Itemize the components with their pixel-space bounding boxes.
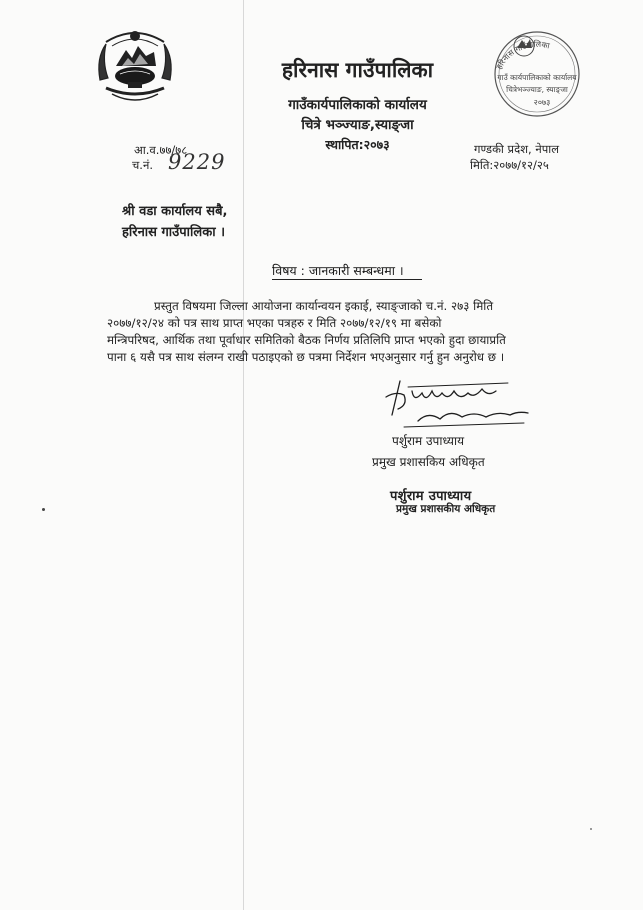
municipality-title: हरिनास गाउँपालिका <box>281 58 434 82</box>
office-name: गाउँकार्यपालिकाको कार्यालय <box>288 97 427 113</box>
scan-speck <box>42 508 45 511</box>
seal-text-middle: गाउँ कार्यपालिकाको कार्यालय <box>497 73 577 82</box>
stamp-name: पर्शुराम उपाध्याय <box>390 489 472 504</box>
seal-text-bottom: चित्रेभञ्ज्याङ, स्याङ्जा <box>506 85 568 94</box>
office-address: चित्रे भञ्ज्याङ,स्याङ्जा <box>301 117 414 133</box>
stamp-title: प्रमुख प्रशासकीय अधिकृत <box>396 503 496 515</box>
signatory-name: पर्शुराम उपाध्याय <box>392 434 465 448</box>
ref-number-label: च.नं. <box>132 158 153 172</box>
province-line: गण्डकी प्रदेश, नेपाल <box>474 142 560 156</box>
scan-artifact-line <box>243 0 244 910</box>
subject-underline <box>272 279 422 280</box>
letter-date: मिति:२०७७/१२/२५ <box>470 158 549 172</box>
handwritten-signature <box>378 375 538 435</box>
recipient-line-1: श्री वडा कार्यालय सबै, <box>122 204 228 219</box>
seal-text-top: हरिनास गाउँपालिका <box>494 39 551 71</box>
body-line-2: २०७७/१२/२४ को पत्र साथ प्राप्त भएका पत्रहरु र मिति २०७७/१२/१९ मा बसेको <box>107 316 442 330</box>
subject-line: विषय : जानकारी सम्बन्धमा । <box>272 263 404 278</box>
recipient-line-2: हरिनास गाउँपालिका । <box>122 225 226 240</box>
established-year: स्थापित:२०७३ <box>325 137 390 152</box>
ref-number-handwritten: 9229 <box>168 150 226 174</box>
signatory-title: प्रमुख प्रशासकिय अधिकृत <box>372 455 485 469</box>
body-line-1: प्रस्तुत विषयमा जिल्ला आयोजना कार्यान्वयन इकाई, स्याङ्जाको च.नं. २७३ मिति <box>154 299 494 313</box>
municipality-round-seal-icon <box>484 22 590 132</box>
scan-speck-small <box>590 828 592 830</box>
nepal-government-emblem-icon <box>92 22 178 110</box>
fiscal-year: आ.व.७७/७८ <box>134 143 188 157</box>
svg-text:हरिनास गाउँपालिका <box>495 39 552 71</box>
body-line-3: मन्त्रिपरिषद, आर्थिक तथा पूर्वाधार समितिको बैठक निर्णय प्रतिलिपि प्राप्त भएको हुदा छायाप्रति <box>107 333 506 347</box>
seal-year: २०७३ <box>533 98 551 107</box>
body-line-4: पाना ६ यसै पत्र साथ संलग्न राखी पठाइएको छ पत्रमा निर्देशन भएअनुसार गर्नु हुन अनुरोध छ । <box>107 350 505 364</box>
